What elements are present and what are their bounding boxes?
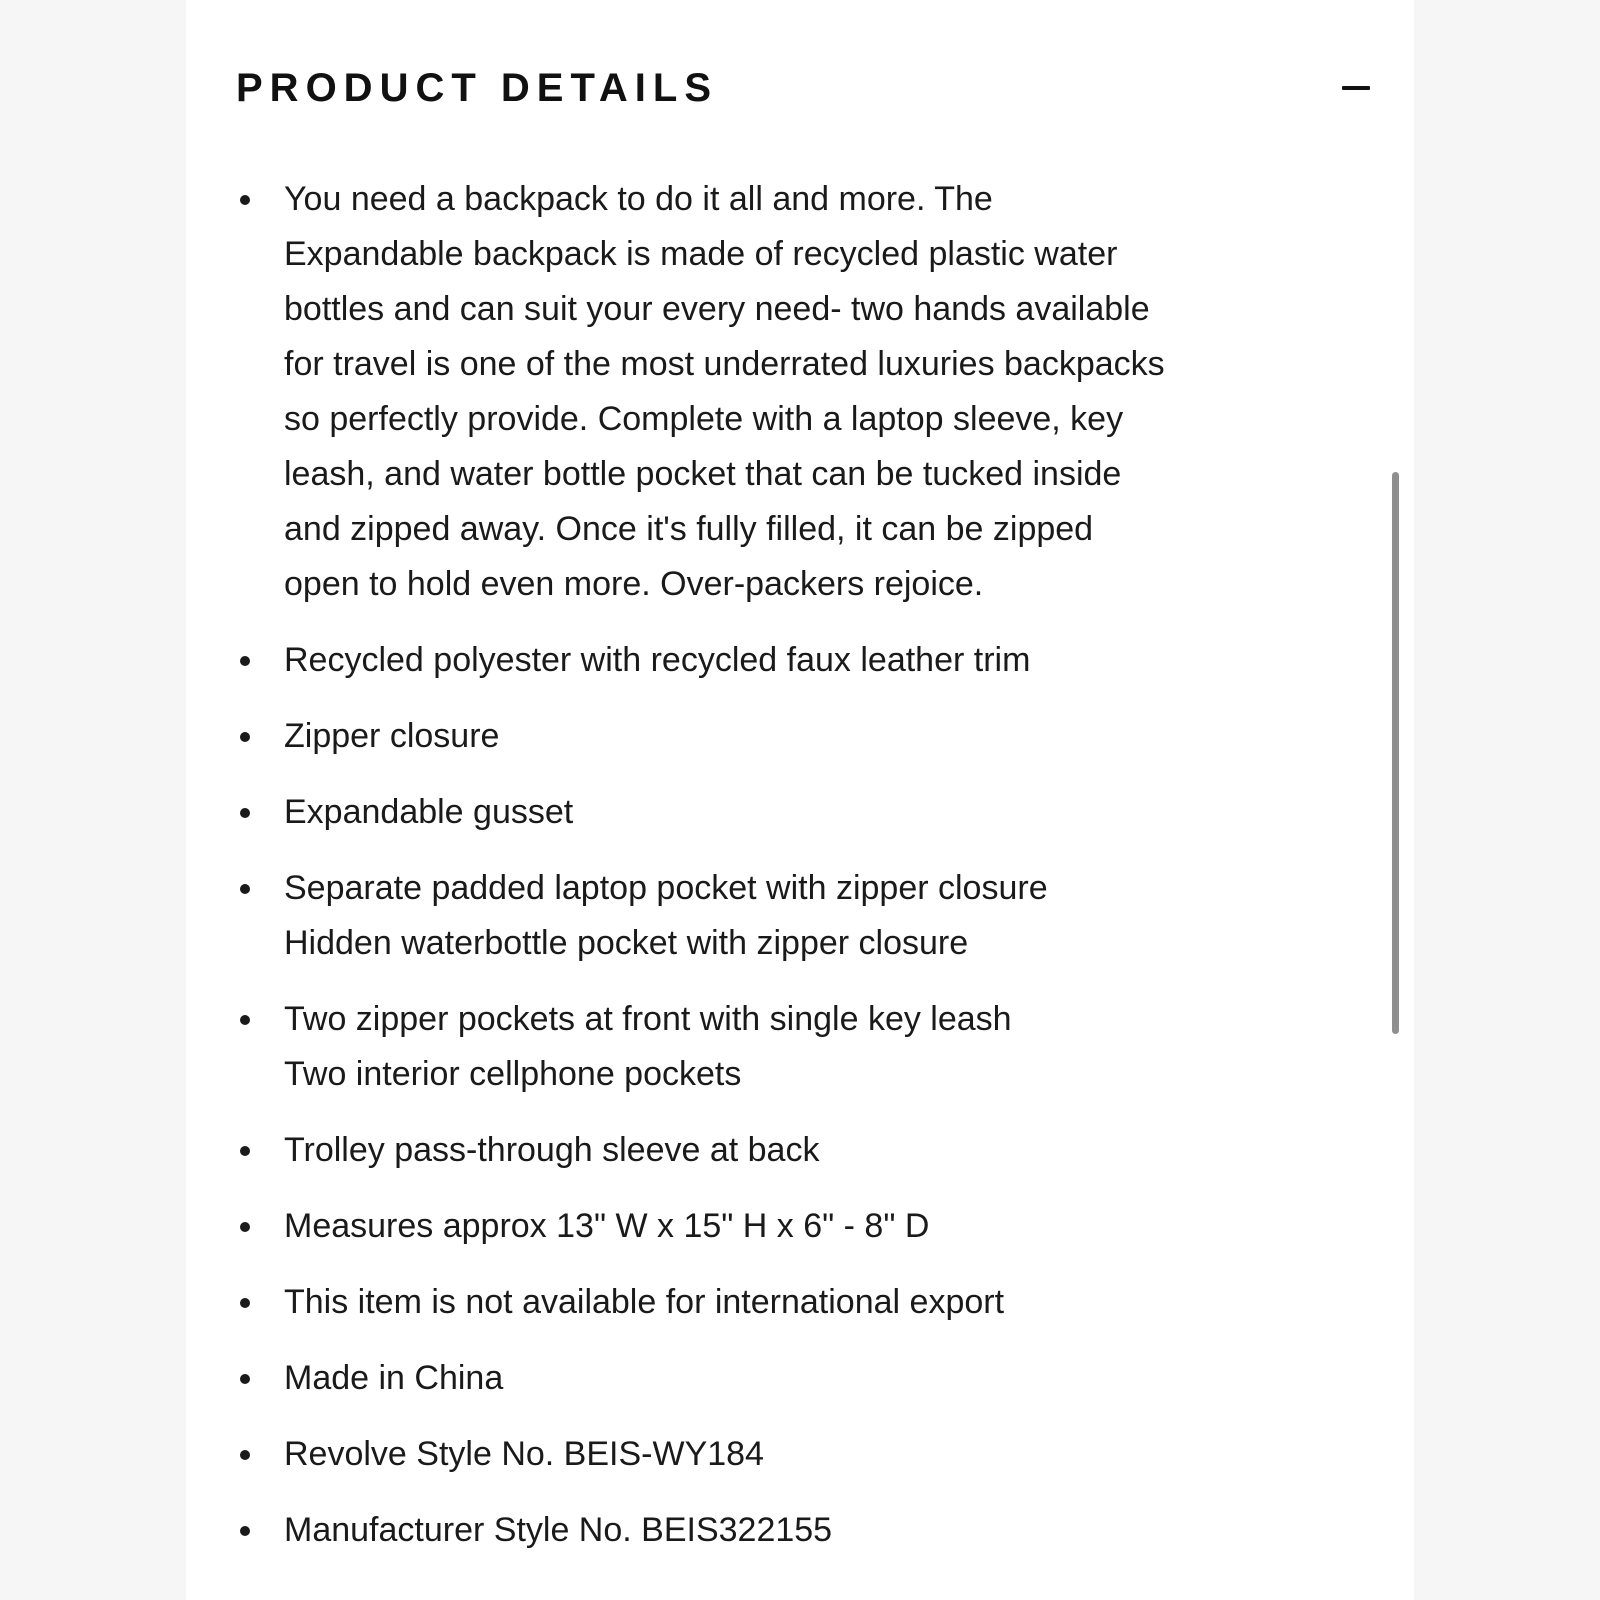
minus-icon	[1342, 86, 1370, 90]
bullet-icon	[240, 1146, 250, 1156]
detail-text: Zipper closure	[284, 717, 500, 755]
detail-list-item	[236, 1123, 1356, 1178]
detail-text: Made in China	[284, 1359, 504, 1397]
bullet-icon	[240, 732, 250, 742]
bullet-icon	[240, 884, 250, 894]
scrollbar-thumb[interactable]	[1392, 472, 1399, 1034]
detail-text: Revolve Style No. BEIS-WY184	[284, 1435, 764, 1473]
detail-list-item	[236, 1199, 1356, 1254]
detail-text: and zipped away. Once it's fully filled, it can be zipped	[284, 510, 1094, 548]
detail-list-item	[236, 633, 1356, 688]
detail-list-item	[236, 1351, 1356, 1406]
detail-text: Separate padded laptop pocket with zipper closure	[284, 869, 1048, 907]
product-details-header[interactable]	[236, 60, 1378, 116]
bullet-icon	[240, 656, 250, 666]
detail-text: This item is not available for international export	[284, 1283, 1005, 1321]
bullet-icon	[240, 1374, 250, 1384]
detail-text: Recycled polyester with recycled faux leather trim	[284, 641, 1031, 679]
detail-text: Expandable backpack is made of recycled plastic water	[284, 235, 1118, 273]
detail-text: Trolley pass-through sleeve at back	[284, 1131, 820, 1169]
detail-text: open to hold even more. Over-packers rejoice.	[284, 565, 984, 603]
detail-text: for travel is one of the most underrated luxuries backpacks	[284, 345, 1165, 383]
bullet-icon	[240, 808, 250, 818]
detail-list-item	[236, 1275, 1356, 1330]
section-title: PRODUCT DETAILS	[236, 66, 719, 110]
detail-text: so perfectly provide. Complete with a laptop sleeve, key	[284, 400, 1124, 438]
bullet-icon	[240, 195, 250, 205]
bullet-icon	[240, 1015, 250, 1025]
bullet-icon	[240, 1526, 250, 1536]
detail-list-item	[236, 992, 1356, 1102]
detail-list-item	[236, 1427, 1356, 1482]
bullet-icon	[240, 1298, 250, 1308]
detail-text: Measures approx 13" W x 15" H x 6" - 8" D	[284, 1207, 930, 1245]
detail-text: Hidden waterbottle pocket with zipper closure	[284, 924, 969, 962]
collapse-toggle-button[interactable]	[1334, 70, 1378, 106]
detail-text: Manufacturer Style No. BEIS322155	[284, 1511, 833, 1549]
detail-text: leash, and water bottle pocket that can be tucked inside	[284, 455, 1122, 493]
detail-text: bottles and can suit your every need- two hands available	[284, 290, 1150, 328]
detail-list-item	[236, 709, 1356, 764]
detail-list-item	[236, 1503, 1356, 1558]
detail-text: Two interior cellphone pockets	[284, 1055, 742, 1093]
bullet-icon	[240, 1222, 250, 1232]
product-details-panel	[186, 0, 1414, 1600]
detail-list-item	[236, 785, 1356, 840]
product-details-list	[236, 172, 1356, 1579]
detail-text: You need a backpack to do it all and more. The	[284, 180, 993, 218]
bullet-icon	[240, 1450, 250, 1460]
detail-text: Expandable gusset	[284, 793, 574, 831]
detail-text: Two zipper pockets at front with single key leash	[284, 1000, 1012, 1038]
detail-list-item	[236, 172, 1356, 612]
detail-list-item	[236, 861, 1356, 971]
